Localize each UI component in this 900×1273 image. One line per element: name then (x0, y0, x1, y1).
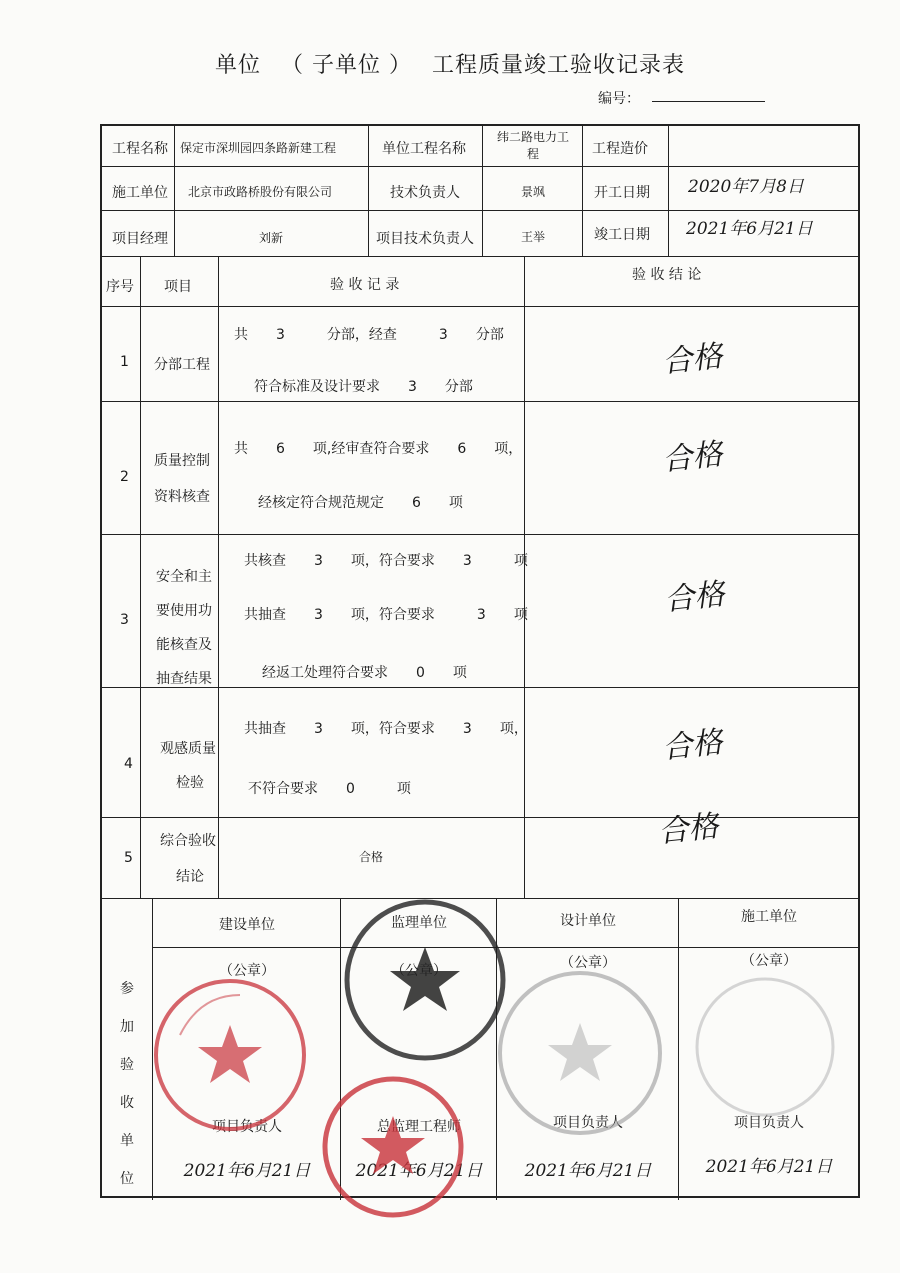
project-name-label: 工程名称 (112, 141, 168, 157)
row-2-record-line1: 共 6 项,经审查符合要求 6 项， (234, 441, 523, 457)
side-char-3: 验 (120, 1057, 134, 1073)
row-5-item-line2: 结论 (176, 869, 204, 885)
end-date-value: 2021年6月21日 (686, 219, 813, 239)
design-unit-role: 项目负责人 (553, 1115, 623, 1131)
unit-project-value-line1: 纬二路电力工 (496, 130, 569, 144)
side-char-4: 收 (120, 1095, 134, 1111)
design-unit-date: 2021年6月21日 (524, 1161, 652, 1181)
design-unit-seal (492, 965, 668, 1141)
row-4-item-line1: 观感质量 (160, 741, 216, 757)
row-3-no: 3 (120, 612, 129, 628)
header-item: 项目 (164, 279, 192, 295)
construction-unit-date: 2021年6月21日 (705, 1157, 833, 1177)
row-1-conclusion-signature: 合格 (660, 338, 725, 381)
design-unit-name: 设计单位 (560, 913, 616, 929)
row-2-item-line1: 质量控制 (154, 453, 210, 469)
title-part-subunit: （ 子单位 ） (281, 53, 412, 78)
supervision-unit-name: 监理单位 (391, 915, 447, 931)
side-char-5: 单 (120, 1133, 134, 1149)
tech-lead-value: 景飒 (520, 185, 545, 199)
row-3-record-line2: 共抽查 3 项，符合要求 3 项 (244, 607, 528, 623)
row-2-item-line2: 资料核查 (154, 489, 210, 505)
supervision-unit-role: 总监理工程师 (377, 1119, 461, 1135)
construction-unit-role: 项目负责人 (734, 1115, 804, 1131)
row-3-item-line4: 抽查结果 (156, 671, 212, 687)
row-4-item-line2: 检验 (176, 775, 204, 791)
row-4-record-line2: 不符合要求 0 项 (248, 781, 411, 797)
row-4-no: 4 (124, 756, 133, 772)
start-date-label: 开工日期 (594, 185, 650, 201)
row-1-no: 1 (120, 354, 129, 370)
side-char-2: 加 (120, 1019, 134, 1035)
row-3-item-line2: 要使用功 (156, 603, 212, 619)
end-date-label: 竣工日期 (594, 227, 650, 243)
row-3-record-line3: 经返工处理符合要求 0 项 (262, 665, 467, 681)
row-3-conclusion-signature: 合格 (662, 576, 727, 619)
manager-label: 项目经理 (112, 231, 168, 247)
row-4-record-line1: 共抽查 3 项，符合要求 3 项， (244, 721, 528, 737)
header-conclusion: 验 收 结 论 (632, 267, 702, 283)
construction-unit-name: 施工单位 (741, 909, 797, 925)
supervision-unit-seal-black (340, 895, 510, 1065)
owner-unit-role: 项目负责人 (212, 1119, 282, 1135)
cost-label: 工程造价 (592, 141, 648, 157)
header-record: 验 收 记 录 (330, 277, 400, 293)
project-tech-value: 王举 (520, 230, 545, 244)
row-4-conclusion-signature: 合格 (660, 724, 725, 767)
design-unit-seal-label: （公章） (560, 955, 616, 971)
tech-lead-label: 技术负责人 (390, 185, 460, 201)
owner-unit-seal-label: （公章） (219, 963, 275, 979)
project-name-value: 保定市深圳园四条路新建工程 (180, 141, 337, 155)
project-tech-label: 项目技术负责人 (376, 231, 474, 247)
owner-unit-seal (150, 975, 310, 1135)
row-2-no: 2 (120, 469, 129, 485)
side-char-6: 位 (120, 1171, 134, 1187)
page-title (0, 48, 900, 79)
title-part-unit: 单位 (214, 53, 261, 78)
row-5-no: 5 (124, 850, 133, 866)
row-1-item: 分部工程 (154, 357, 210, 373)
row-3-item-line1: 安全和主 (156, 569, 212, 585)
row-3-record-line1: 共核查 3 项，符合要求 3 项 (244, 553, 528, 569)
constructor-label: 施工单位 (112, 185, 168, 201)
row-2-record-line2: 经核定符合规范规定 6 项 (258, 495, 463, 511)
row-1-record-line1: 共 3 分部，经查 3 分部 (234, 327, 504, 343)
construction-unit-seal (690, 972, 840, 1122)
row-1-record-line2: 符合标准及设计要求 3 分部 (254, 379, 473, 395)
serial-label: 编号： (598, 91, 640, 107)
supervision-unit-date: 2021年6月21日 (355, 1161, 483, 1181)
constructor-value: 北京市政路桥股份有限公司 (188, 185, 333, 199)
unit-project-label: 单位工程名称 (382, 141, 466, 157)
construction-unit-seal-label: （公章） (741, 953, 797, 969)
participants-side-label (117, 970, 137, 1198)
row-5-item-line1: 综合验收 (160, 833, 216, 849)
row-2-conclusion-signature: 合格 (660, 436, 725, 479)
supervision-unit-seal-red (318, 1072, 468, 1222)
owner-unit-date: 2021年6月21日 (183, 1161, 311, 1181)
title-part-main: 工程质量竣工验收记录表 (432, 53, 686, 78)
side-char-1: 参 (120, 981, 134, 997)
row-5-record: 合格 (358, 850, 383, 864)
row-5-conclusion-signature: 合格 (656, 808, 721, 851)
owner-unit-name: 建设单位 (219, 917, 275, 933)
serial-number-field[interactable] (652, 101, 765, 102)
start-date-value: 2020年7月8日 (688, 177, 804, 197)
row-3-item-line3: 能核查及 (156, 637, 212, 653)
unit-project-value-line2: 程 (526, 147, 539, 161)
header-no: 序号 (106, 279, 134, 295)
manager-value: 刘新 (258, 231, 283, 245)
